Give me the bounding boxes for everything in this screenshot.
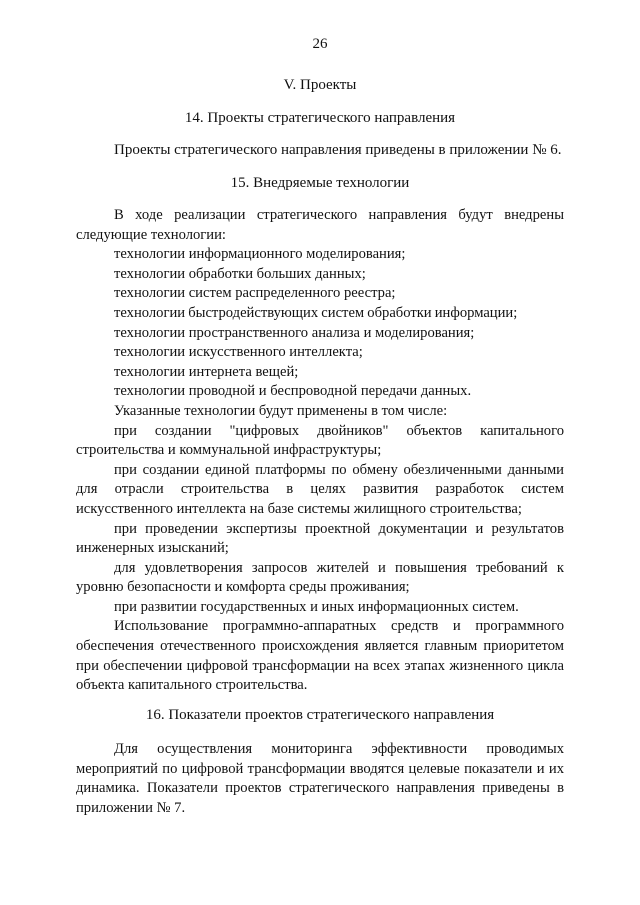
technology-item: технологии проводной и беспроводной передачи данных. (114, 383, 472, 400)
subsection-16-body (76, 740, 564, 818)
technology-item: технологии обработки больших данных; (114, 265, 366, 282)
subsection-16-text: Для осуществления мониторинга эффективности проводимых мероприятий по цифровой трансформации вводятся целевые показатели и их динамика. Показатели проектов стратегического направления приведены в приложении № 7. (76, 741, 564, 816)
usage-item: для удовлетворения запросов жителей и повышения требований к уровню безопасности и комфорта среды проживания; (76, 559, 564, 596)
closing-paragraph: Использование программно-аппаратных средств и программного обеспечения отечественного происхождения является главным приоритетом при обеспечении цифровой трансформации на всех этапах жизненного цикла объекта капитального строительства. (76, 618, 564, 694)
section-title: V. Проекты (283, 77, 357, 93)
technology-item: технологии быстродействующих систем обработки информации; (114, 304, 518, 321)
technology-item: технологии информационного моделирования; (114, 246, 406, 263)
subsection-16-title: 16. Показатели проектов стратегического направления (145, 707, 495, 723)
technologies-intro: В ходе реализации стратегического направления будут внедрены следующие технологии: (76, 207, 564, 243)
technology-item: технологии искусственного интеллекта; (114, 344, 363, 361)
subsection-14-text: Проекты стратегического направления приведены в приложении № 6. (114, 142, 562, 158)
technology-item: технологии интернета вещей; (114, 363, 299, 380)
subsection-15-title: 15. Внедряемые технологии (230, 175, 410, 191)
subsection-15-body (76, 206, 564, 696)
subsection-14-title: 14. Проекты стратегического направления (184, 110, 456, 126)
usage-item: при развитии государственных и иных информационных систем. (114, 598, 519, 615)
usage-item: при создании единой платформы по обмену обезличенными данными для отрасли строительства в целях развития разработок систем искусственного интеллекта на базе системы жилищного строительства; (76, 461, 564, 517)
technology-item: технологии систем распределенного реестра; (114, 285, 396, 302)
technology-item: технологии пространственного анализа и моделирования; (114, 324, 475, 341)
usage-intro: Указанные технологии будут применены в том числе: (114, 402, 448, 419)
usage-item: при создании "цифровых двойников" объектов капитального строительства и коммунальной инфраструктуры; (76, 422, 564, 459)
usage-item: при проведении экспертизы проектной документации и результатов инженерных изысканий; (76, 520, 564, 557)
page-number: 26 (312, 36, 328, 52)
